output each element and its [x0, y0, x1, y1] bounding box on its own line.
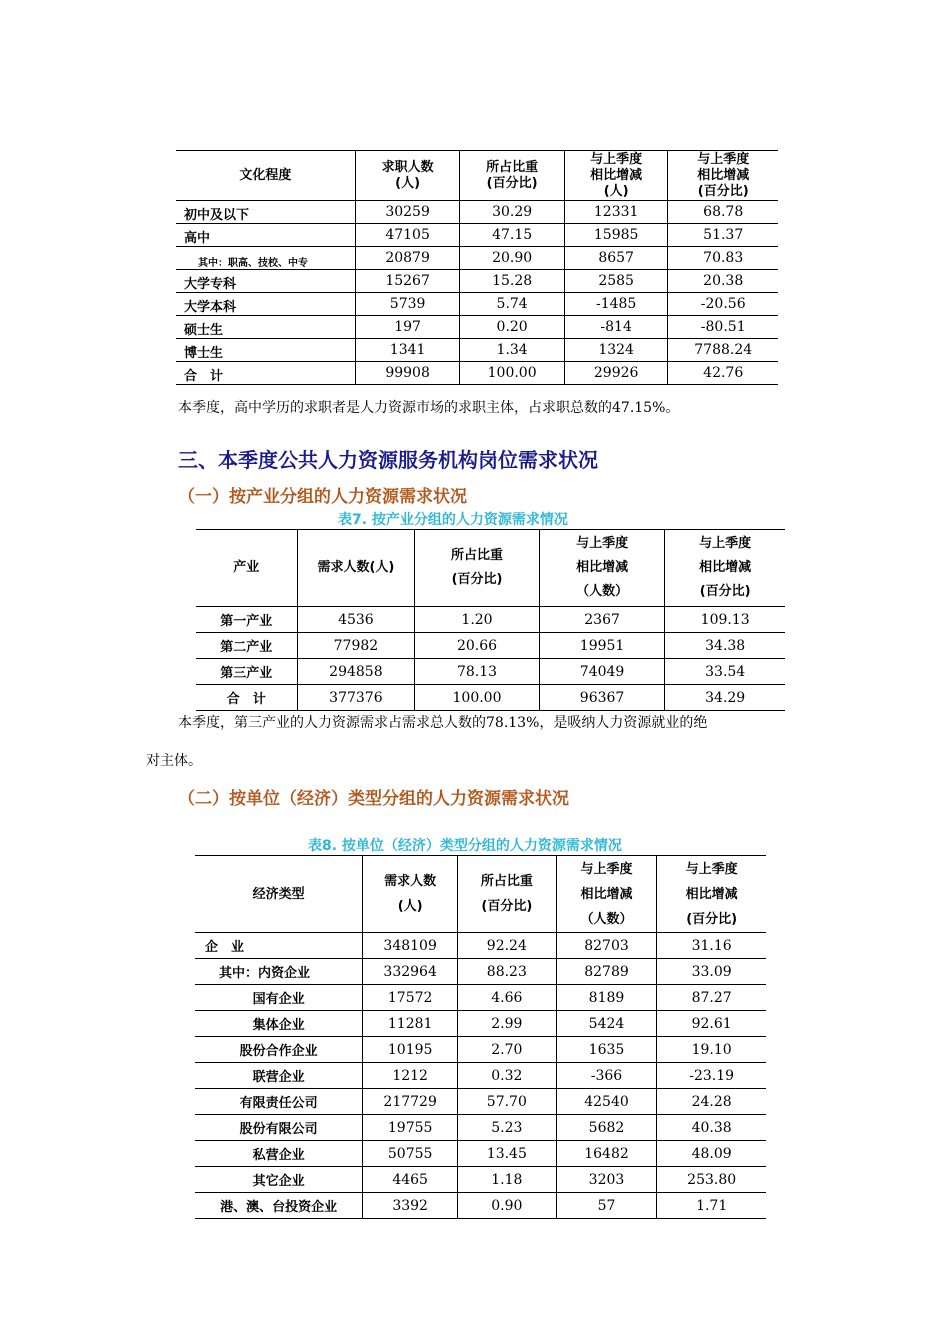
- cell: -814: [564, 316, 668, 339]
- cell: 30259: [355, 201, 460, 224]
- cell: 4.66: [458, 985, 557, 1011]
- cell: -80.51: [668, 316, 778, 339]
- row-label: 第三产业: [196, 659, 297, 685]
- cell: 1341: [355, 339, 460, 362]
- cell: 88.23: [458, 959, 557, 985]
- row-label: 私营企业: [195, 1141, 363, 1167]
- table-row: [176, 339, 778, 362]
- row-label: 第一产业: [196, 607, 297, 633]
- cell: 5424: [556, 1011, 657, 1037]
- cell: 33.09: [657, 959, 766, 985]
- row-label: 集体企业: [195, 1011, 363, 1037]
- table-row: [195, 933, 766, 959]
- table-row: [195, 1141, 766, 1167]
- cell: 1324: [564, 339, 668, 362]
- cell: 0.32: [458, 1063, 557, 1089]
- row-label: 合 计: [184, 369, 224, 384]
- cell: 2585: [564, 270, 668, 293]
- cell: 96367: [539, 685, 665, 711]
- table-row: [176, 293, 778, 316]
- table-row-total: [176, 362, 778, 385]
- table-row: [195, 1089, 766, 1115]
- row-label: 大学专科: [176, 270, 355, 293]
- subsection-title-industry: （一）按产业分组的人力资源需求状况: [178, 487, 467, 507]
- cell: 34.38: [665, 633, 785, 659]
- cell: 100.00: [415, 685, 540, 711]
- table-row: [195, 1011, 766, 1037]
- cell: 48.09: [657, 1141, 766, 1167]
- cell: -23.19: [657, 1063, 766, 1089]
- economic-type-table: [195, 855, 766, 1219]
- table-row: [196, 607, 785, 633]
- cell: 77982: [297, 633, 415, 659]
- table2-header: 所占比重 (百分比): [415, 530, 540, 607]
- row-label: 其中：职高、技校、中专: [176, 247, 355, 270]
- cell: 16482: [556, 1141, 657, 1167]
- cell: -20.56: [668, 293, 778, 316]
- cell: 29926: [564, 362, 668, 385]
- table3-header: 经济类型: [195, 856, 363, 933]
- table1-header: 与上季度 相比增减 (人): [564, 151, 668, 201]
- table-row: [196, 659, 785, 685]
- cell: 7788.24: [668, 339, 778, 362]
- cell: 15985: [564, 224, 668, 247]
- table2-header: 产业: [196, 530, 297, 607]
- row-label: 联营企业: [195, 1063, 363, 1089]
- table2-header: 与上季度 相比增减 (百分比): [665, 530, 785, 607]
- cell: 31.16: [657, 933, 766, 959]
- table-row: [176, 316, 778, 339]
- cell: 1635: [556, 1037, 657, 1063]
- cell: 109.13: [665, 607, 785, 633]
- cell: 294858: [297, 659, 415, 685]
- row-label: 初中及以下: [176, 201, 355, 224]
- row-label: 大学本科: [176, 293, 355, 316]
- cell: 11281: [363, 1011, 458, 1037]
- cell: 33.54: [665, 659, 785, 685]
- table-row: [195, 985, 766, 1011]
- cell: 24.28: [657, 1089, 766, 1115]
- paragraph-education-summary: 本季度，高中学历的求职者是人力资源市场的求职主体，占求职总数的47.15%。: [178, 400, 680, 416]
- row-label: 股份有限公司: [195, 1115, 363, 1141]
- cell: 57.70: [458, 1089, 557, 1115]
- row-label: 其它企业: [195, 1167, 363, 1193]
- table3-header: 需求人数 (人): [363, 856, 458, 933]
- row-label: 第二产业: [196, 633, 297, 659]
- cell: 2.70: [458, 1037, 557, 1063]
- cell: 4465: [363, 1167, 458, 1193]
- cell: 5682: [556, 1115, 657, 1141]
- table-row: [176, 224, 778, 247]
- cell: 92.61: [657, 1011, 766, 1037]
- cell: 1.18: [458, 1167, 557, 1193]
- cell: 20.38: [668, 270, 778, 293]
- cell: 87.27: [657, 985, 766, 1011]
- row-label: 企 业: [195, 933, 363, 959]
- cell: 19755: [363, 1115, 458, 1141]
- table-row: [195, 1167, 766, 1193]
- cell: 82703: [556, 933, 657, 959]
- cell: 20879: [355, 247, 460, 270]
- cell: 4536: [297, 607, 415, 633]
- table-row: [195, 1037, 766, 1063]
- cell: 1.20: [415, 607, 540, 633]
- cell: 47.15: [460, 224, 565, 247]
- cell: 3392: [363, 1193, 458, 1219]
- table-row-total: [196, 685, 785, 711]
- table-row: [176, 270, 778, 293]
- table-row: [195, 1063, 766, 1089]
- cell: 19951: [539, 633, 665, 659]
- education-table: [176, 150, 778, 385]
- row-label: 高中: [176, 224, 355, 247]
- cell: 42.76: [668, 362, 778, 385]
- cell: 92.24: [458, 933, 557, 959]
- cell: 47105: [355, 224, 460, 247]
- cell: 5739: [355, 293, 460, 316]
- cell: 253.80: [657, 1167, 766, 1193]
- cell: 5.74: [460, 293, 565, 316]
- table1-header: 与上季度 相比增减 (百分比): [668, 151, 778, 201]
- cell: 2367: [539, 607, 665, 633]
- table2-header: 与上季度 相比增减 （人数）: [539, 530, 665, 607]
- row-label: 有限责任公司: [195, 1089, 363, 1115]
- paragraph-industry-summary-line1: 本季度，第三产业的人力资源需求占需求总人数的78.13%，是吸纳人力资源就业的绝: [178, 715, 708, 731]
- table-row: [195, 1193, 766, 1219]
- cell: 20.66: [415, 633, 540, 659]
- table1-header: 文化程度: [176, 151, 355, 201]
- row-label: 国有企业: [195, 985, 363, 1011]
- cell: 50755: [363, 1141, 458, 1167]
- table3-header: 所占比重 (百分比): [458, 856, 557, 933]
- cell: 8657: [564, 247, 668, 270]
- cell: 348109: [363, 933, 458, 959]
- cell: 12331: [564, 201, 668, 224]
- cell: 40.38: [657, 1115, 766, 1141]
- cell: 197: [355, 316, 460, 339]
- cell: 8189: [556, 985, 657, 1011]
- table2-caption: 表7. 按产业分组的人力资源需求情况: [338, 512, 568, 528]
- table3-header: 与上季度 相比增减 (百分比): [657, 856, 766, 933]
- cell: 42540: [556, 1089, 657, 1115]
- cell: 1.71: [657, 1193, 766, 1219]
- cell: 5.23: [458, 1115, 557, 1141]
- cell: 15267: [355, 270, 460, 293]
- cell: 1.34: [460, 339, 565, 362]
- cell: 332964: [363, 959, 458, 985]
- cell: 3203: [556, 1167, 657, 1193]
- cell: 68.78: [668, 201, 778, 224]
- table-row: [176, 247, 778, 270]
- cell: 34.29: [665, 685, 785, 711]
- table-row: [195, 959, 766, 985]
- row-label: 其中：内资企业: [195, 959, 363, 985]
- cell: 2.99: [458, 1011, 557, 1037]
- cell: 70.83: [668, 247, 778, 270]
- table3-caption: 表8. 按单位（经济）类型分组的人力资源需求情况: [308, 838, 622, 854]
- cell: 100.00: [460, 362, 565, 385]
- table1-header: 求职人数 (人): [355, 151, 460, 201]
- cell: 74049: [539, 659, 665, 685]
- row-label: 港、澳、台投资企业: [220, 1200, 338, 1215]
- cell: 30.29: [460, 201, 565, 224]
- cell: 217729: [363, 1089, 458, 1115]
- cell: 0.20: [460, 316, 565, 339]
- cell: -366: [556, 1063, 657, 1089]
- cell: 20.90: [460, 247, 565, 270]
- cell: 57: [556, 1193, 657, 1219]
- cell: 13.45: [458, 1141, 557, 1167]
- cell: 51.37: [668, 224, 778, 247]
- industry-table: [196, 529, 785, 711]
- subsection-title-economic-type: （二）按单位（经济）类型分组的人力资源需求状况: [178, 789, 569, 809]
- paragraph-industry-summary-line2: 对主体。: [146, 753, 202, 769]
- table1-header: 所占比重 (百分比): [460, 151, 565, 201]
- cell: 0.90: [458, 1193, 557, 1219]
- row-label: 博士生: [176, 339, 355, 362]
- table2-header: 需求人数(人): [297, 530, 415, 607]
- table3-header: 与上季度 相比增减 （人数）: [556, 856, 657, 933]
- cell: 10195: [363, 1037, 458, 1063]
- row-label: 合 计: [226, 692, 266, 707]
- cell: 19.10: [657, 1037, 766, 1063]
- section-title: 三、本季度公共人力资源服务机构岗位需求状况: [178, 448, 598, 472]
- cell: 1212: [363, 1063, 458, 1089]
- cell: 15.28: [460, 270, 565, 293]
- table-row: [176, 201, 778, 224]
- cell: 99908: [355, 362, 460, 385]
- cell: 82789: [556, 959, 657, 985]
- table-row: [195, 1115, 766, 1141]
- cell: -1485: [564, 293, 668, 316]
- cell: 17572: [363, 985, 458, 1011]
- row-label: 股份合作企业: [195, 1037, 363, 1063]
- cell: 78.13: [415, 659, 540, 685]
- table-row: [196, 633, 785, 659]
- cell: 377376: [297, 685, 415, 711]
- row-label: 硕士生: [176, 316, 355, 339]
